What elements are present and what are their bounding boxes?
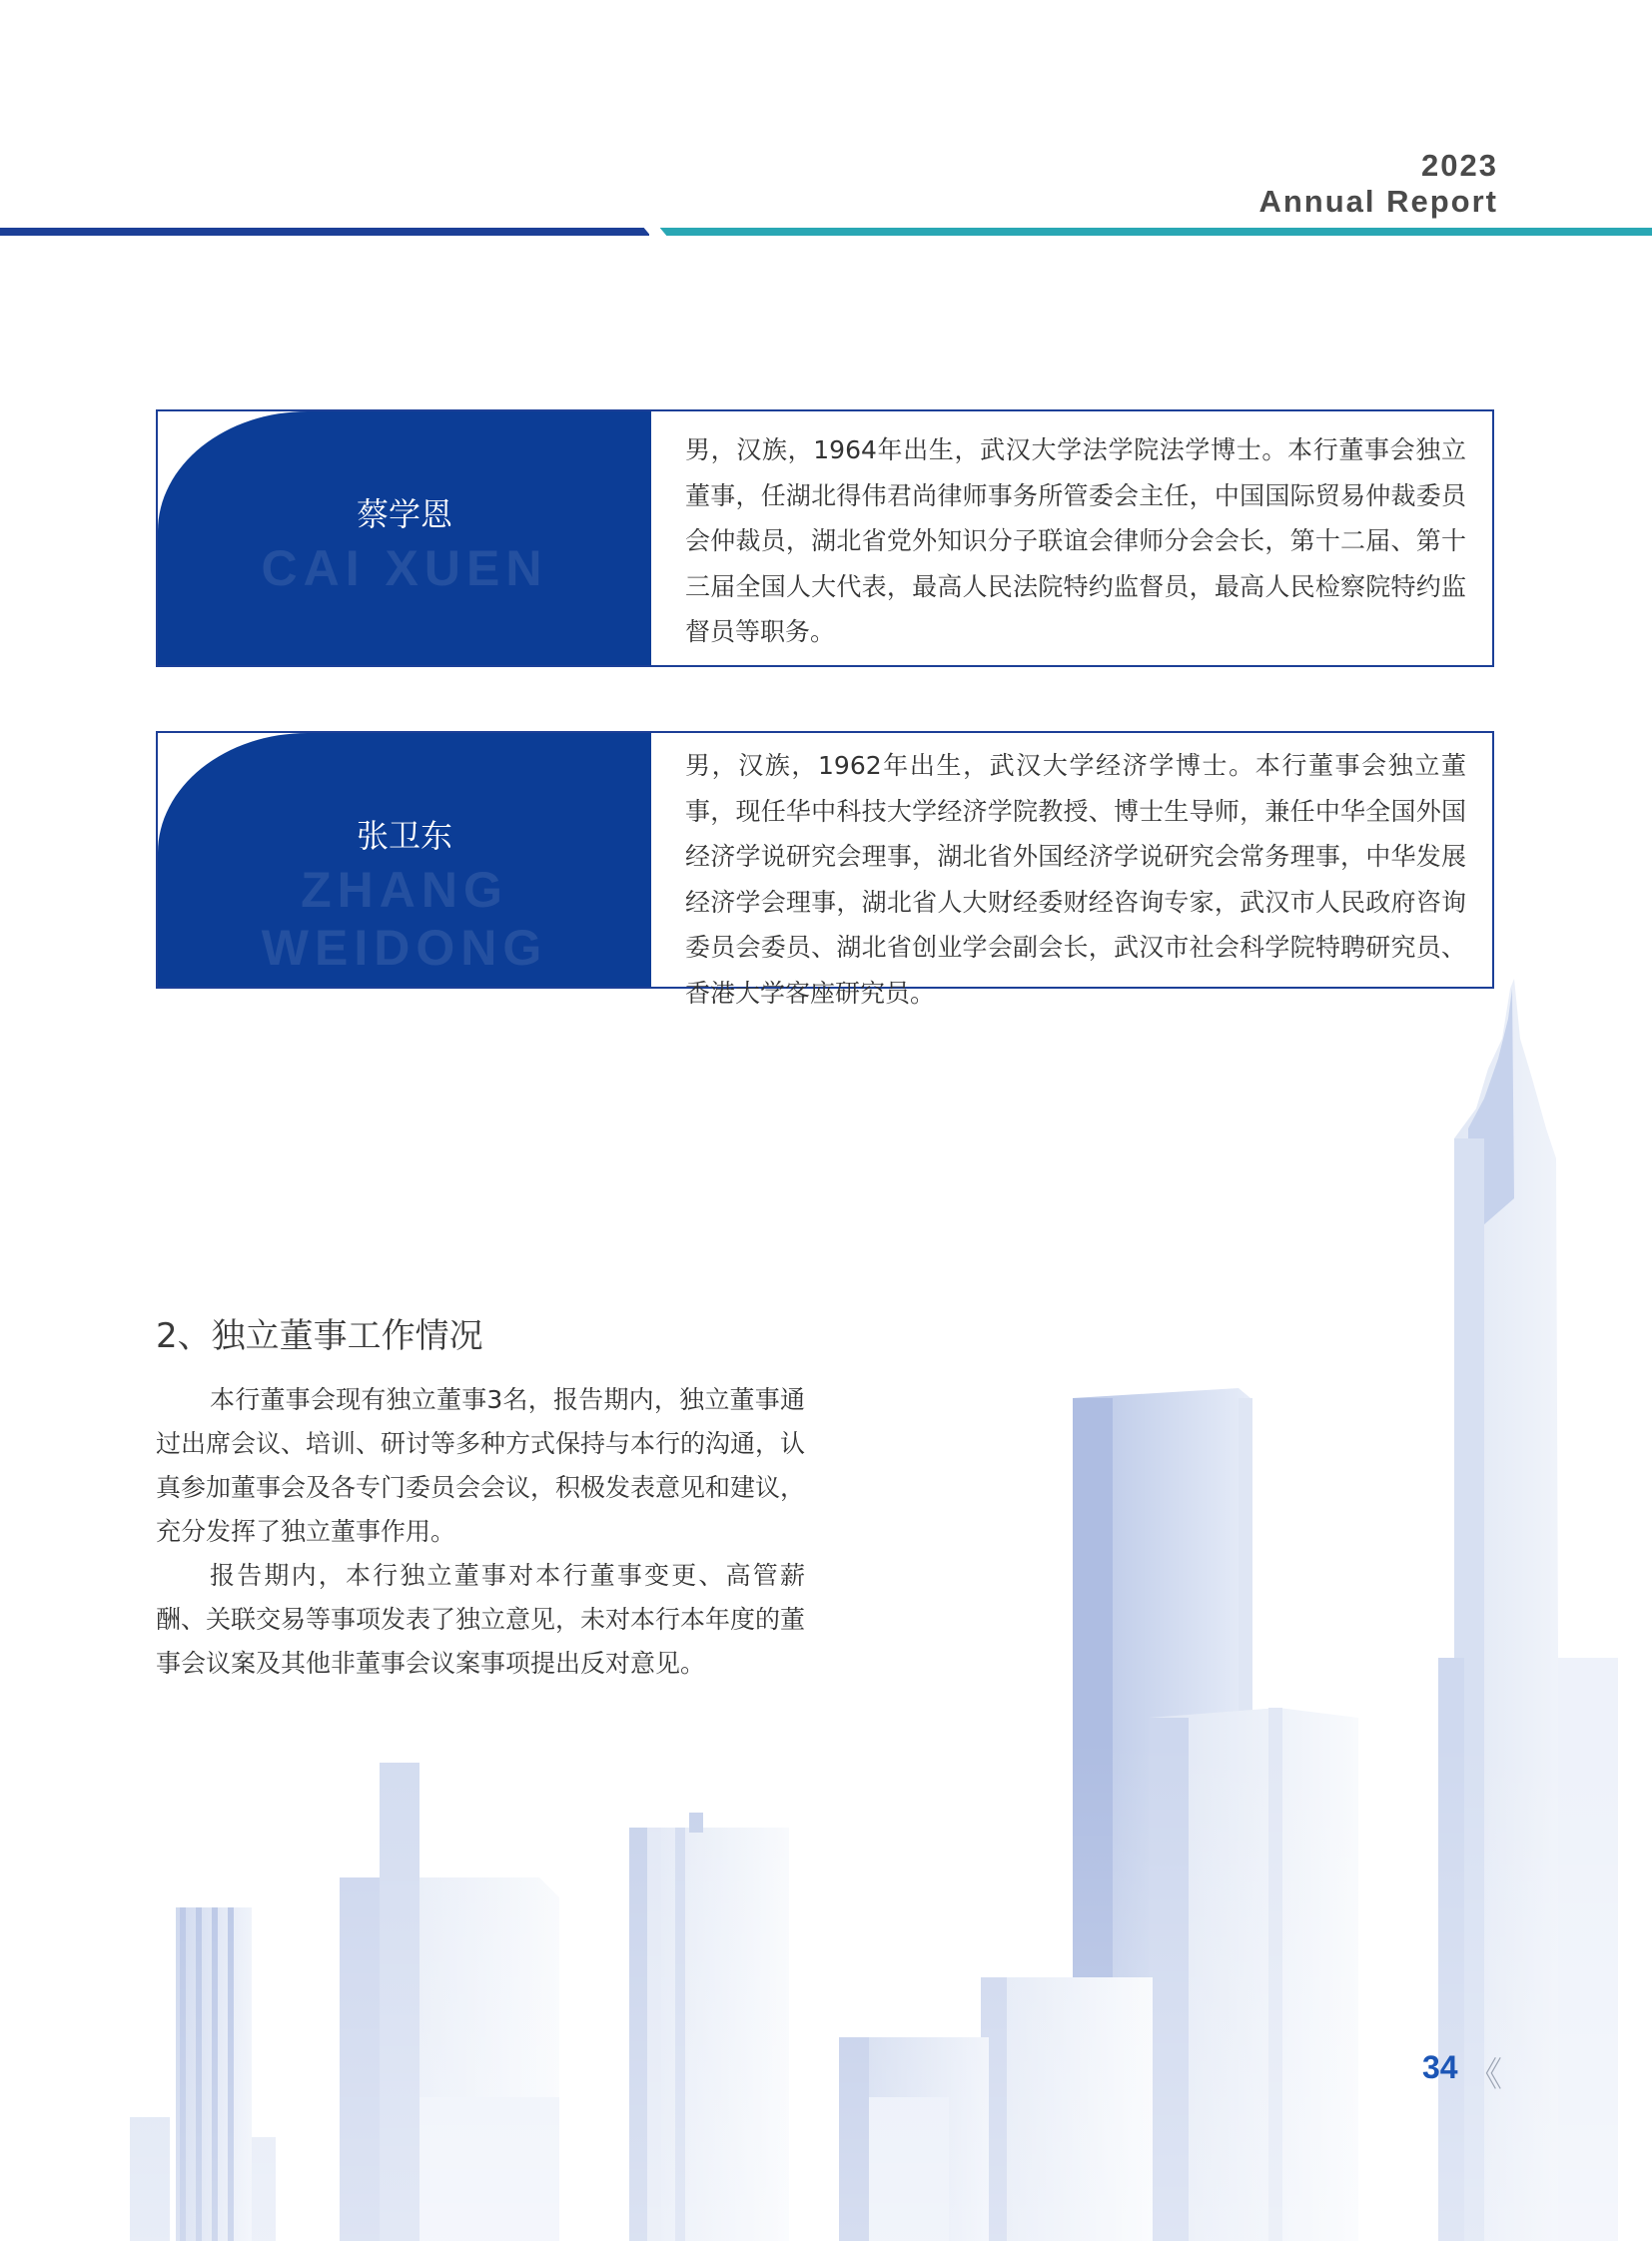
director-name-cn: 张卫东 xyxy=(356,817,452,855)
header-rule-teal xyxy=(659,228,1652,236)
director-profile-card xyxy=(156,731,1494,1008)
page-number: 34 xyxy=(1422,2049,1458,2085)
body-paragraph: 本行董事会现有独立董事3名，报告期内，独立董事通过出席会议、培训、研讨等多种方式保持与本行的沟通，认真参加董事会及各专门委员会会议，积极发表意见和建议，充分发挥了独立董事作用。 xyxy=(156,1385,806,1546)
director-bio: 男，汉族，1962年出生，武汉大学经济学博士。本行董事会独立董事，现任华中科技大学经济学院教授、博士生导师，兼任中华全国外国经济学说研究会理事，湖北省外国经济学说研究会常务理事，中华发展经济学会理事，湖北省人大财经委财经咨询专家，武汉市人民政府咨询委员会委员、湖北省创业学会副会长，武汉市社会科学院特聘研究员、香港大学客座研究员。 xyxy=(685,751,1466,1008)
body-paragraph: 报告期内，本行独立董事对本行董事变更、高管薪酬、关联交易等事项发表了独立意见，未对本行本年度的董事会议案及其他非董事会议案事项提出反对意见。 xyxy=(156,1561,806,1678)
director-name-panel xyxy=(158,411,651,665)
director-bio: 男，汉族，1964年出生，武汉大学法学院法学博士。本行董事会独立董事，任湖北得伟君尚律师事务所管委会主任，中国国际贸易仲裁委员会仲裁员，湖北省党外知识分子联谊会律师分会会长，第十二届、第十三届全国人大代表，最高人民法院特约监督员，最高人民检察院特约监督员等职务。 xyxy=(685,435,1466,646)
director-name-en: ZHANG WEIDONG xyxy=(261,862,548,976)
report-year: 2023 xyxy=(1421,148,1498,183)
header-rule-blue xyxy=(0,228,649,236)
section-heading: 2、独立董事工作情况 xyxy=(156,1316,483,1356)
double-chevron-left-icon: 《 xyxy=(1468,2055,1502,2095)
director-name-panel xyxy=(158,733,651,987)
director-profile-card xyxy=(156,409,1494,667)
director-name-cn: 蔡学恩 xyxy=(356,495,452,533)
director-name-en: CAI XUEN xyxy=(261,540,548,596)
report-title: Annual Report xyxy=(1258,184,1498,219)
